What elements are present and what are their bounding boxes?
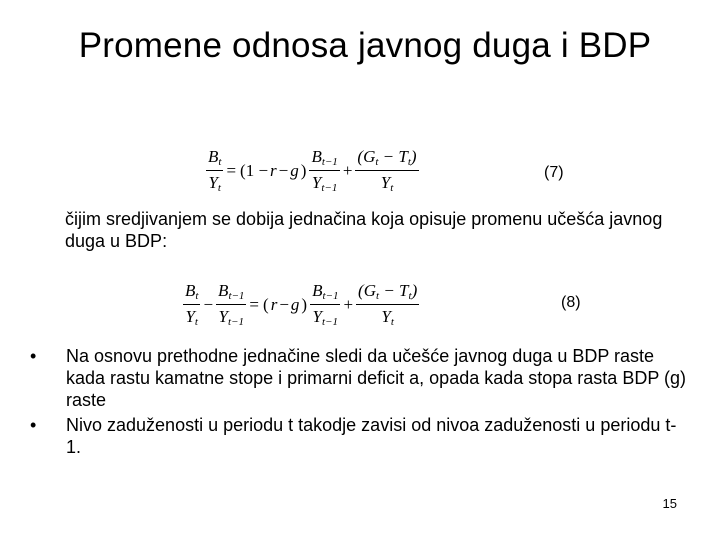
bullet-text: Nivo zaduženosti u periodu t takodje zavisi od nivoa zaduženosti u periodu t-1. [66,415,677,457]
bullet-icon: • [30,346,37,366]
bullet-list [30,345,690,461]
explanation-paragraph: čijim sredjivanjem se dobija jednačina koja opisuje promenu učešća javnog duga u BDP: [65,209,663,251]
equation-7-number: (7) [544,164,564,181]
bullet-icon: • [30,415,37,435]
equation-7: $\frac{B_t}{Y_t}$ = (1 − r − g ) $\frac{B_{t-1}}{Y_{t-1}}$ + $\frac{(G_t - T_t)}{Y_t}$ [208,147,417,194]
bullet-item [30,345,690,411]
page-number: 15 [662,496,677,511]
bullet-text: Na osnovu prethodne jednačine sledi da učešće javnog duga u BDP raste kada rastu kamatne stope i primarni deficit a, opada kada stopa rasta BDP (g) raste [66,346,686,410]
equation-8: $\frac{B_t}{Y_t}$ − $\frac{B_{t-1}}{Y_{t-1}}$ = ( r − g ) $\frac{B_{t-1}}{Y_{t-1}}$ + $\frac{(G_t - T_t)}{Y_t}$ [185,281,418,328]
bullet-item [30,414,690,458]
slide-title: Promene odnosa javnog duga i BDP [78,26,652,65]
equation-8-number: (8) [561,294,581,311]
